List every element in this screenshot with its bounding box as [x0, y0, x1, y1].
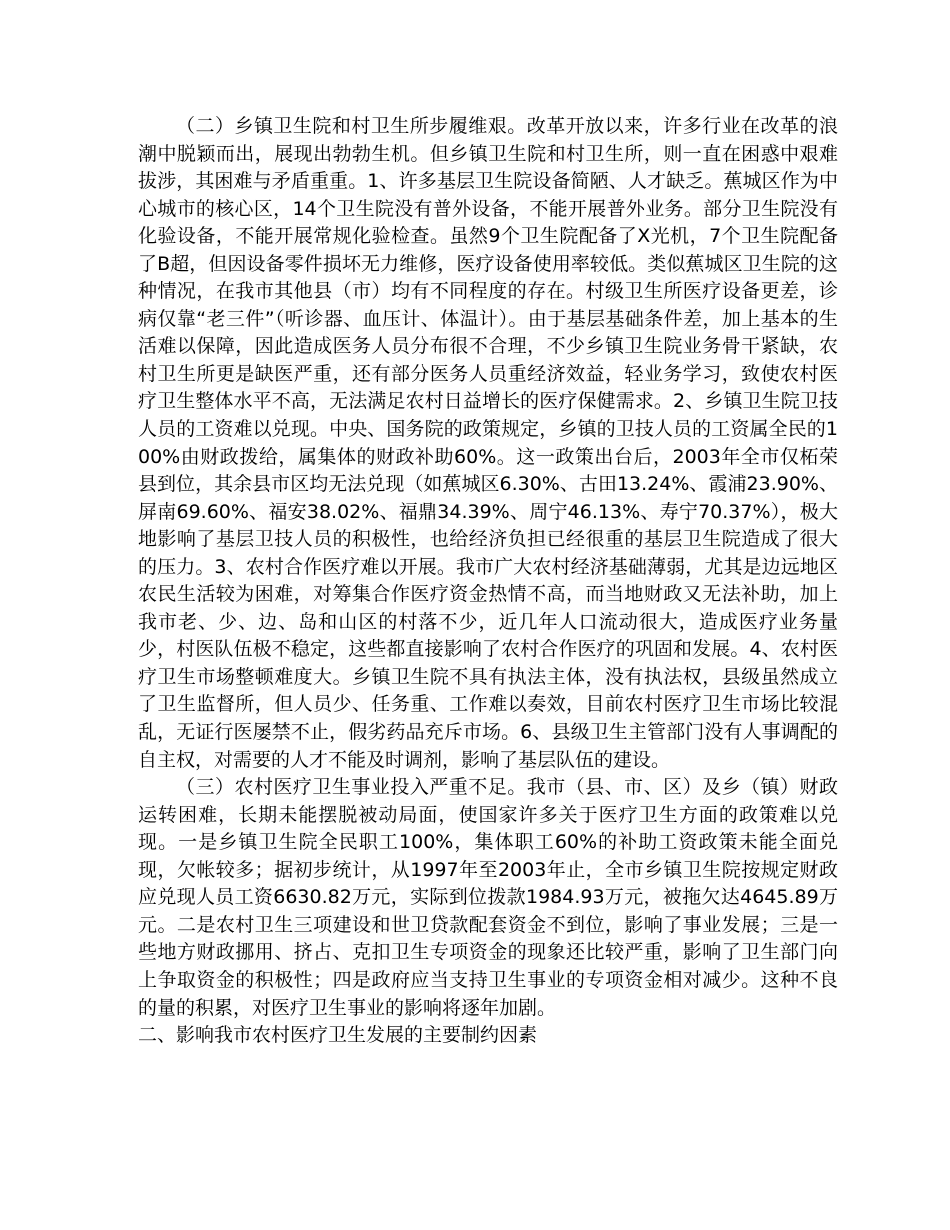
- section-heading: 二、影响我市农村医疗卫生发展的主要制约因素: [138, 1024, 538, 1047]
- document-body: [138, 113, 838, 1050]
- paragraph-township-clinics: （二）乡镇卫生院和村卫生所步履维艰。改革开放以来，许多行业在改革的浪潮中脱颖而出，展现出勃勃生机。但乡镇卫生院和村卫生所，则一直在困惑中艰难拔涉，其困难与矛盾重重。1、许多基层卫生院设备简陋、人才缺乏。蕉城区作为中心城市的核心区，14个卫生院没有普外设备，不能开展普外业务。部分卫生院没有化验设备，不能开展常规化验检查。虽然9个卫生院配备了X光机，7个卫生院配备了B超，但因设备零件损坏无力维修，医疗设备使用率较低。类似蕉城区卫生院的这种情况，在我市其他县（市）均有不同程度的存在。村级卫生所医疗设备更差，诊病仅靠“老三件”（听诊器、血压计、体温计）。由于基层基础条件差，加上基本的生活难以保障，因此造成医务人员分布很不合理，不少乡镇卫生院业务骨干紧缺，农村卫生所更是缺医严重，还有部分医务人员重经济效益，轻业务学习，致使农村医疗卫生整体水平不高，无法满足农村日益增长的医疗保健需求。2、乡镇卫生院卫技人员的工资难以兑现。中央、国务院的政策规定，乡镇的卫技人员的工资属全民的100%由财政拨给，属集体的财政补助60%。这一政策出台后，2003年全市仅柘荣县到位，其余县市区均无法兑现（如蕉城区6.30%、古田13.24%、霞浦23.90%、屏南69.60%、福安38.02%、福鼎34.39%、周宁46.13%、寿宁70.37%），极大地影响了基层卫技人员的积极性，也给经济负担已经很重的基层卫生院造成了很大的压力。3、农村合作医疗难以开展。我市广大农村经济基础薄弱，尤其是边远地区农民生活较为困难，对筹集合作医疗资金热情不高，而当地财政又无法补助，加上我市老、少、边、岛和山区的村落不少，近几年人口流动很大，造成医疗业务量少，村医队伍极不稳定，这些都直接影响了农村合作医疗的巩固和发展。4、农村医疗卫生市场整顿难度大。乡镇卫生院不具有执法主体，没有执法权，县级虽然成立了卫生监督所，但人员少、任务重、工作难以奏效，目前农村医疗卫生市场比较混乱，无证行医屡禁不止，假劣药品充斥市场。6、县级卫生主管部门没有人事调配的自主权，对需要的人才不能及时调剂，影响了基层队伍的建设。: [138, 115, 838, 771]
- paragraph-funding-shortage: （三）农村医疗卫生事业投入严重不足。我市（县、市、区）及乡（镇）财政运转困难，长期未能摆脱被动局面，使国家许多关于医疗卫生方面的政策难以兑现。一是乡镇卫生院全民职工100%，集体职工60%的补助工资政策未能全面兑现，欠帐较多；据初步统计，从1997年至2003年止，全市乡镇卫生院按规定财政应兑现人员工资6630.82万元，实际到位拨款1984.93万元，被拖欠达4645.89万元。二是农村卫生三项建设和世卫贷款配套资金不到位，影响了事业发展；三是一些地方财政挪用、挤占、克扣卫生专项资金的现象还比较严重，影响了卫生部门向上争取资金的积极性；四是政府应当支持卫生事业的专项资金相对减少。这种不良的量的积累，对医疗卫生事业的影响将逐年加剧。: [138, 776, 838, 1019]
